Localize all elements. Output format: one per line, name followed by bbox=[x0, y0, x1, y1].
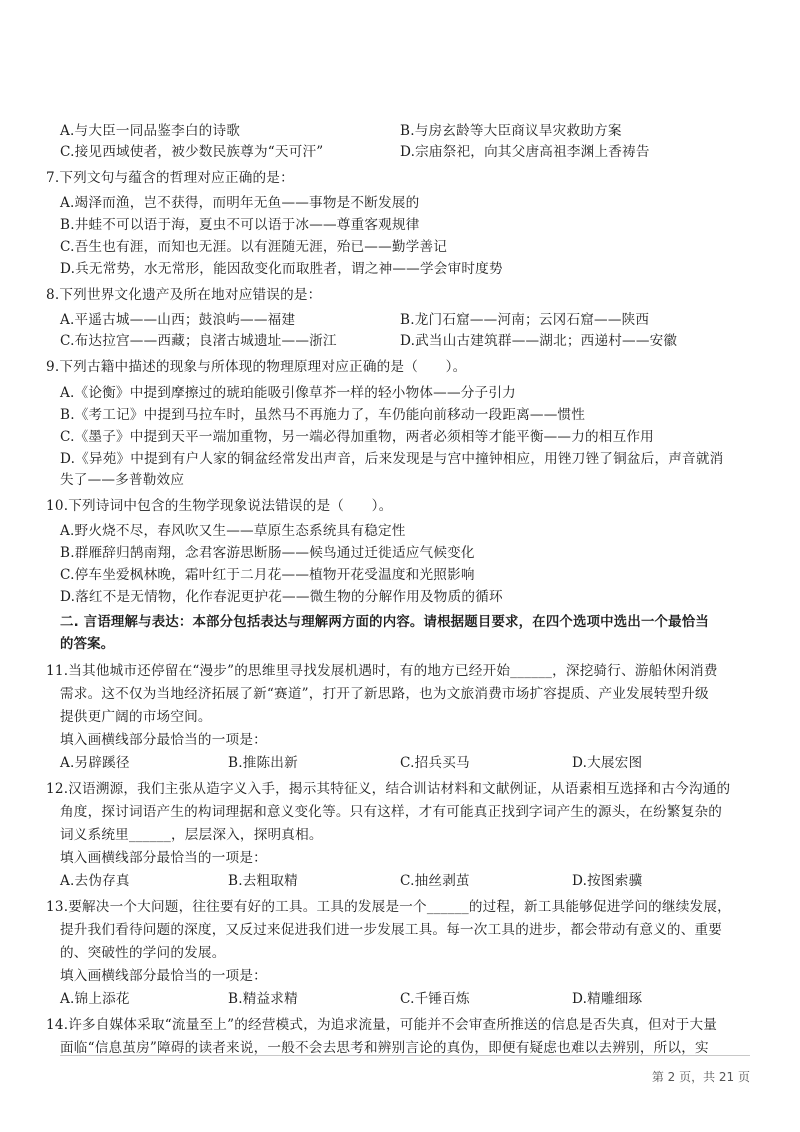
text-line: C.抽丝剥茧 bbox=[400, 873, 470, 889]
page-number: 第 2 页，共 21 页 bbox=[651, 1070, 750, 1084]
text-line: 12.汉语溯源，我们主张从造字义入手，揭示其特征义，结合训诂材料和文献例证，从语素相互选择和古今沟通的 bbox=[46, 781, 731, 797]
text-line: C.布达拉宫——西藏；良渚古城遗址——浙江 bbox=[60, 333, 337, 349]
text-line: 7.下列文句与蕴含的哲理对应正确的是： bbox=[46, 170, 294, 186]
text-line: B.龙门石窟——河南；云冈石窟——陕西 bbox=[400, 312, 650, 328]
text-line: C.吾生也有涯，而知也无涯。以有涯随无涯，殆已——勤学善记 bbox=[60, 239, 448, 255]
text-line: 词义系统里______，层层深入，探明真相。 bbox=[60, 827, 323, 843]
text-line: A.与大臣一同品鉴李白的诗歌 bbox=[60, 123, 241, 139]
text-line: D.宗庙祭祀，向其父唐高祖李渊上香祷告 bbox=[400, 144, 650, 160]
text-line: 角度，探讨词语产生的构词理据和意义变化等。只有这样，才有可能真正找到字词产生的源头，在纷繁复杂的 bbox=[60, 804, 723, 820]
text-line: 14.许多自媒体采取“流量至上”的经营模式，为追求流量，可能并不会审查所推送的信息是否失真，但对于大量 bbox=[46, 1017, 718, 1033]
text-line: 10.下列诗词中包含的生物学现象说法错误的是（ ）。 bbox=[46, 498, 393, 514]
text-line: 填入画横线部分最恰当的一项是： bbox=[60, 850, 267, 866]
text-line: B.《考工记》中提到马拉车时，虽然马不再施力了，车仍能向前移动一段距离——惯性 bbox=[60, 407, 586, 423]
text-line: D.《异苑》中提到有户人家的铜盆经常发出声音，后来发现是与宫中撞钟相应，用锉刀锉了铜盆后，声音就消 bbox=[60, 451, 724, 467]
text-line: D.大展宏图 bbox=[572, 755, 643, 771]
text-line: A.竭泽而渔，岂不获得，而明年无鱼——事物是不断发展的 bbox=[60, 195, 420, 211]
section-heading-line: 二. 言语理解与表达：本部分包括表达与理解两方面的内容。请根据题目要求，在四个选项中选出一个最恰当 bbox=[60, 615, 709, 630]
text-line: D.按图索骥 bbox=[572, 873, 643, 889]
text-line: 9.下列古籍中描述的现象与所体现的物理原理对应正确的是（ ）。 bbox=[46, 359, 467, 375]
footer-divider bbox=[60, 1055, 750, 1056]
text-line: 填入画横线部分最恰当的一项是： bbox=[60, 968, 267, 984]
text-line: B.精益求精 bbox=[228, 991, 298, 1007]
text-line: B.井蛙不可以语于海，夏虫不可以语于冰——尊重客观规律 bbox=[60, 217, 420, 233]
text-line: 提升我们看待问题的深度，又反过来促进我们进一步发展工具。每一次工具的进步，都会带动有意义的、重要 bbox=[60, 922, 723, 938]
text-line: D.落红不是无情物，化作春泥更护花——微生物的分解作用及物质的循环 bbox=[60, 589, 503, 605]
text-line: A.锦上添花 bbox=[60, 991, 130, 1007]
text-line: A.野火烧不尽，春风吹又生——草原生态系统具有稳定性 bbox=[60, 523, 406, 539]
text-line: A.平遥古城——山西；鼓浪屿——福建 bbox=[60, 312, 296, 328]
section-heading-line: 的答案。 bbox=[60, 637, 115, 652]
text-line: D.武当山古建筑群——湖北；西递村——安徽 bbox=[400, 333, 678, 349]
text-line: 提供更广阔的市场空间。 bbox=[60, 709, 212, 725]
text-line: C.千锤百炼 bbox=[400, 991, 470, 1007]
text-line: B.与房玄龄等大臣商议旱灾救助方案 bbox=[400, 123, 622, 139]
text-line: C.停车坐爱枫林晚，霜叶红于二月花——植物开花受温度和光照影响 bbox=[60, 567, 475, 583]
text-line: A.另辟蹊径 bbox=[60, 755, 130, 771]
text-line: B.去粗取精 bbox=[228, 873, 298, 889]
text-line: B.推陈出新 bbox=[228, 755, 298, 771]
text-line: 面临“信息茧房”障碍的读者来说，一般不会去思考和辨别言论的真伪，即便有疑虑也难以去辨别，所以，实 bbox=[60, 1040, 709, 1056]
text-line: 13.要解决一个大问题，往往要有好的工具。工具的发展是一个______的过程，新工具能够促进学问的继续发展， bbox=[46, 899, 731, 915]
text-line: D.精雕细琢 bbox=[572, 991, 643, 1007]
text-line: 11.当其他城市还停留在“漫步”的思维里寻找发展机遇时，有的地方已经开始______，深挖骑行、游船休闲消费 bbox=[46, 663, 718, 679]
text-line: 需求。这不仅为当地经济拓展了新“赛道”，打开了新思路，也为文旅消费市场扩容提质、产业发展转型升级 bbox=[60, 686, 709, 702]
text-line: C.《墨子》中提到天平一端加重物，另一端必得加重物，两者必须相等才能平衡——力的相互作用 bbox=[60, 429, 654, 445]
text-line: D.兵无常势，水无常形，能因敌变化而取胜者，谓之神——学会审时度势 bbox=[60, 261, 503, 277]
text-line: A.《论衡》中提到摩擦过的琥珀能吸引像草芥一样的轻小物体——分子引力 bbox=[60, 385, 516, 401]
text-line: B.群雁辞归鹄南翔，念君客游思断肠——候鸟通过迁徙适应气候变化 bbox=[60, 545, 475, 561]
text-line: A.去伪存真 bbox=[60, 873, 130, 889]
text-line: 的、突破性的学问的发展。 bbox=[60, 945, 226, 961]
text-line: C.招兵买马 bbox=[400, 755, 470, 771]
text-line: 8.下列世界文化遗产及所在地对应错误的是： bbox=[46, 287, 322, 303]
text-line: 填入画横线部分最恰当的一项是： bbox=[60, 732, 267, 748]
text-line: 失了——多普勒效应 bbox=[60, 472, 185, 488]
text-line: C.接见西域使者，被少数民族尊为“天可汗” bbox=[60, 144, 324, 160]
